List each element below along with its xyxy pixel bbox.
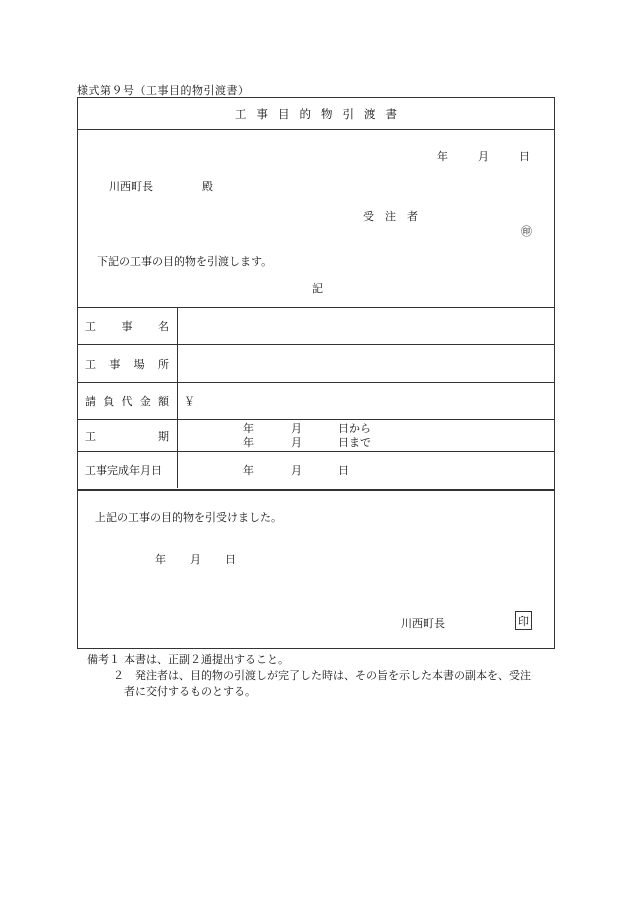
period-from bbox=[243, 422, 371, 436]
contract-amount-label bbox=[78, 383, 178, 419]
period-from-day: 日から bbox=[338, 422, 371, 435]
form-title-bar bbox=[78, 98, 554, 130]
work-place-char: 事 bbox=[109, 357, 121, 371]
intro-text: 下記の工事の目的物を引渡します。 bbox=[97, 255, 273, 268]
remark-1-text: 本書は、正副２通提出すること。 bbox=[124, 653, 289, 666]
stamp-icon: 印 bbox=[515, 611, 532, 630]
remark-2-number: ２ bbox=[113, 669, 124, 682]
receipt-section bbox=[78, 489, 554, 650]
period-to bbox=[243, 436, 371, 450]
remarks bbox=[87, 652, 531, 700]
remark-2-text-line2: 者に交付するものとする。 bbox=[124, 685, 256, 698]
contract-amount-value[interactable] bbox=[178, 383, 554, 419]
work-name-label bbox=[78, 308, 178, 344]
issue-day: 日 bbox=[519, 150, 530, 163]
completion-month: 月 bbox=[291, 464, 302, 477]
period-char: 工 bbox=[85, 429, 96, 443]
receipt-text: 上記の工事の目的物を引受けました。 bbox=[95, 511, 282, 524]
receipt-year: 年 bbox=[155, 553, 166, 566]
period-label bbox=[78, 420, 178, 451]
period-to-year: 年 bbox=[243, 436, 254, 449]
details-table bbox=[78, 307, 554, 488]
period-to-day: 日まで bbox=[338, 436, 371, 449]
row-contract-amount bbox=[78, 382, 554, 419]
work-name-char: 名 bbox=[158, 320, 169, 333]
receipt-day: 日 bbox=[225, 553, 236, 566]
completion-value[interactable] bbox=[178, 452, 554, 488]
issue-date bbox=[437, 148, 530, 164]
completion-year: 年 bbox=[243, 464, 254, 477]
period-char: 期 bbox=[158, 429, 169, 443]
remark-1 bbox=[87, 652, 531, 668]
row-construction-period bbox=[78, 419, 554, 451]
contract-amount-char: 請 bbox=[85, 395, 96, 408]
period-value[interactable] bbox=[178, 420, 554, 451]
contract-amount-char: 金 bbox=[139, 395, 151, 408]
remark-2-continued bbox=[87, 684, 531, 700]
remark-tag: 備考１ bbox=[87, 653, 120, 666]
form-title: 工事目的物引渡書 bbox=[235, 106, 407, 121]
seal-mark-icon: ㊞ bbox=[521, 225, 532, 238]
contractor-label: 受 注 者 bbox=[363, 210, 418, 223]
contract-amount-char: 額 bbox=[158, 395, 169, 408]
remark-2 bbox=[87, 668, 531, 684]
work-name-char: 事 bbox=[121, 320, 133, 333]
row-work-place bbox=[78, 344, 554, 382]
work-name-value[interactable] bbox=[178, 308, 554, 344]
yen-symbol: ￥ bbox=[184, 395, 195, 408]
work-place-value[interactable] bbox=[178, 345, 554, 382]
completion-label: 工事完成年月日 bbox=[78, 452, 178, 488]
completion-day: 日 bbox=[338, 464, 349, 477]
period-from-year: 年 bbox=[243, 422, 254, 435]
contract-amount-char: 代 bbox=[121, 395, 133, 408]
work-place-char: 場 bbox=[133, 357, 145, 371]
period-from-month: 月 bbox=[291, 422, 302, 435]
row-completion-date bbox=[78, 451, 554, 488]
form-number-label: 様式第９号（工事目的物引渡書） bbox=[77, 84, 250, 97]
work-place-char: 工 bbox=[85, 357, 96, 371]
receipt-signer: 川西町長 bbox=[401, 617, 445, 630]
issue-year: 年 bbox=[437, 150, 448, 163]
addressee-honorific: 殿 bbox=[202, 180, 213, 193]
receipt-date bbox=[155, 551, 236, 567]
row-work-name bbox=[78, 307, 554, 344]
work-name-char: 工 bbox=[85, 320, 96, 333]
remark-2-text-line1: 発注者は、目的物の引渡しが完了した時は、その旨を示した本書の副本を、受注 bbox=[135, 669, 531, 682]
delivery-form-frame bbox=[77, 97, 555, 649]
work-place-label bbox=[78, 345, 178, 382]
contract-amount-char: 負 bbox=[103, 395, 115, 408]
addressee: 川西町長 bbox=[109, 180, 153, 193]
work-place-char: 所 bbox=[157, 357, 169, 371]
period-to-month: 月 bbox=[291, 436, 302, 449]
note-heading: 記 bbox=[312, 282, 323, 295]
issue-month: 月 bbox=[478, 150, 489, 163]
receipt-month: 月 bbox=[190, 553, 201, 566]
